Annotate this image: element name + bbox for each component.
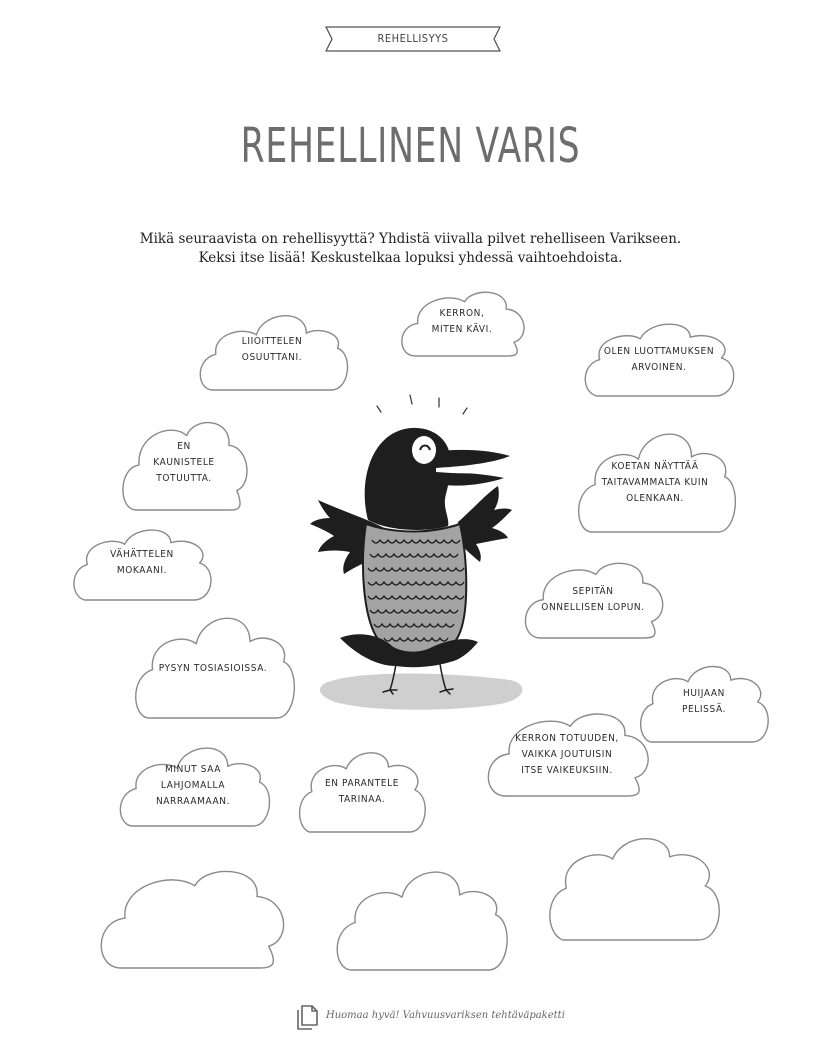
cloud-label: OLEN LUOTTAMUKSEN ARVOINEN. xyxy=(603,346,715,373)
copy-pages-icon xyxy=(294,1004,320,1030)
cloud-koetan[interactable] xyxy=(572,424,738,534)
footer-text: Huomaa hyvä! Vahvuusvariksen tehtäväpaketti xyxy=(326,1010,565,1021)
cloud-empty-1[interactable] xyxy=(94,862,288,970)
cloud-empty-2[interactable] xyxy=(330,862,510,972)
instructions-line-2: Keksi itse lisää! Keskustelkaa lopuksi yhdessä vaihtoehdoista. xyxy=(198,250,623,266)
cloud-label xyxy=(545,830,723,942)
cloud-kerron[interactable] xyxy=(397,286,527,358)
cloud-kaunistele[interactable] xyxy=(118,414,250,512)
cloud-label: EN PARANTELE TARINAA. xyxy=(324,778,399,805)
crow-illustration xyxy=(300,390,540,730)
cloud-empty-3[interactable] xyxy=(545,830,723,942)
cloud-sepitan[interactable] xyxy=(520,556,666,640)
cloud-label: SEPITÄN ONNELLISEN LOPUN. xyxy=(541,586,645,613)
cloud-label: KERRON TOTUUDEN, VAIKKA JOUTUISIN ITSE VAIKEUKSIIN. xyxy=(515,733,619,776)
cloud-vahattelen[interactable] xyxy=(70,524,214,602)
cloud-label: PYSYN TOSIASIOISSA. xyxy=(158,663,268,674)
cloud-label: VÄHÄTTELEN MOKAANI. xyxy=(110,549,174,576)
cloud-label: KOETAN NÄYTTÄÄ TAITAVAMMALTA KUIN OLENKAAN. xyxy=(601,461,709,504)
cloud-pysyn[interactable] xyxy=(129,608,297,720)
cloud-label xyxy=(330,862,510,972)
ribbon-label: REHELLISYYS xyxy=(377,32,449,45)
cloud-label xyxy=(94,862,288,970)
cloud-lahjomalla[interactable] xyxy=(114,740,272,828)
footer xyxy=(0,1002,821,1032)
cloud-label: EN KAUNISTELE TOTUUTTA. xyxy=(153,441,215,484)
cloud-label: KERRON, MITEN KÄVI. xyxy=(431,308,493,335)
instructions xyxy=(60,230,761,268)
cloud-label: HUIJAAN PELISSÄ. xyxy=(681,688,726,715)
cloud-label: LIIOITTELEN OSUUTTANI. xyxy=(241,336,303,363)
cloud-huijaan[interactable] xyxy=(637,660,771,744)
cloud-liioittelen[interactable] xyxy=(194,308,350,392)
cloud-luottamuksen[interactable] xyxy=(581,318,737,398)
cloud-label: MINUT SAA LAHJOMALLA NARRAAMAAN. xyxy=(155,764,231,807)
section-ribbon xyxy=(322,24,504,54)
crow-icon xyxy=(300,390,540,730)
page-title: REHELLINEN VARIS xyxy=(240,118,581,174)
cloud-parantele[interactable] xyxy=(296,746,428,834)
instructions-line-1: Mikä seuraavista on rehellisyyttä? Yhdistä viivalla pilvet rehelliseen Varikseen. xyxy=(139,231,682,247)
